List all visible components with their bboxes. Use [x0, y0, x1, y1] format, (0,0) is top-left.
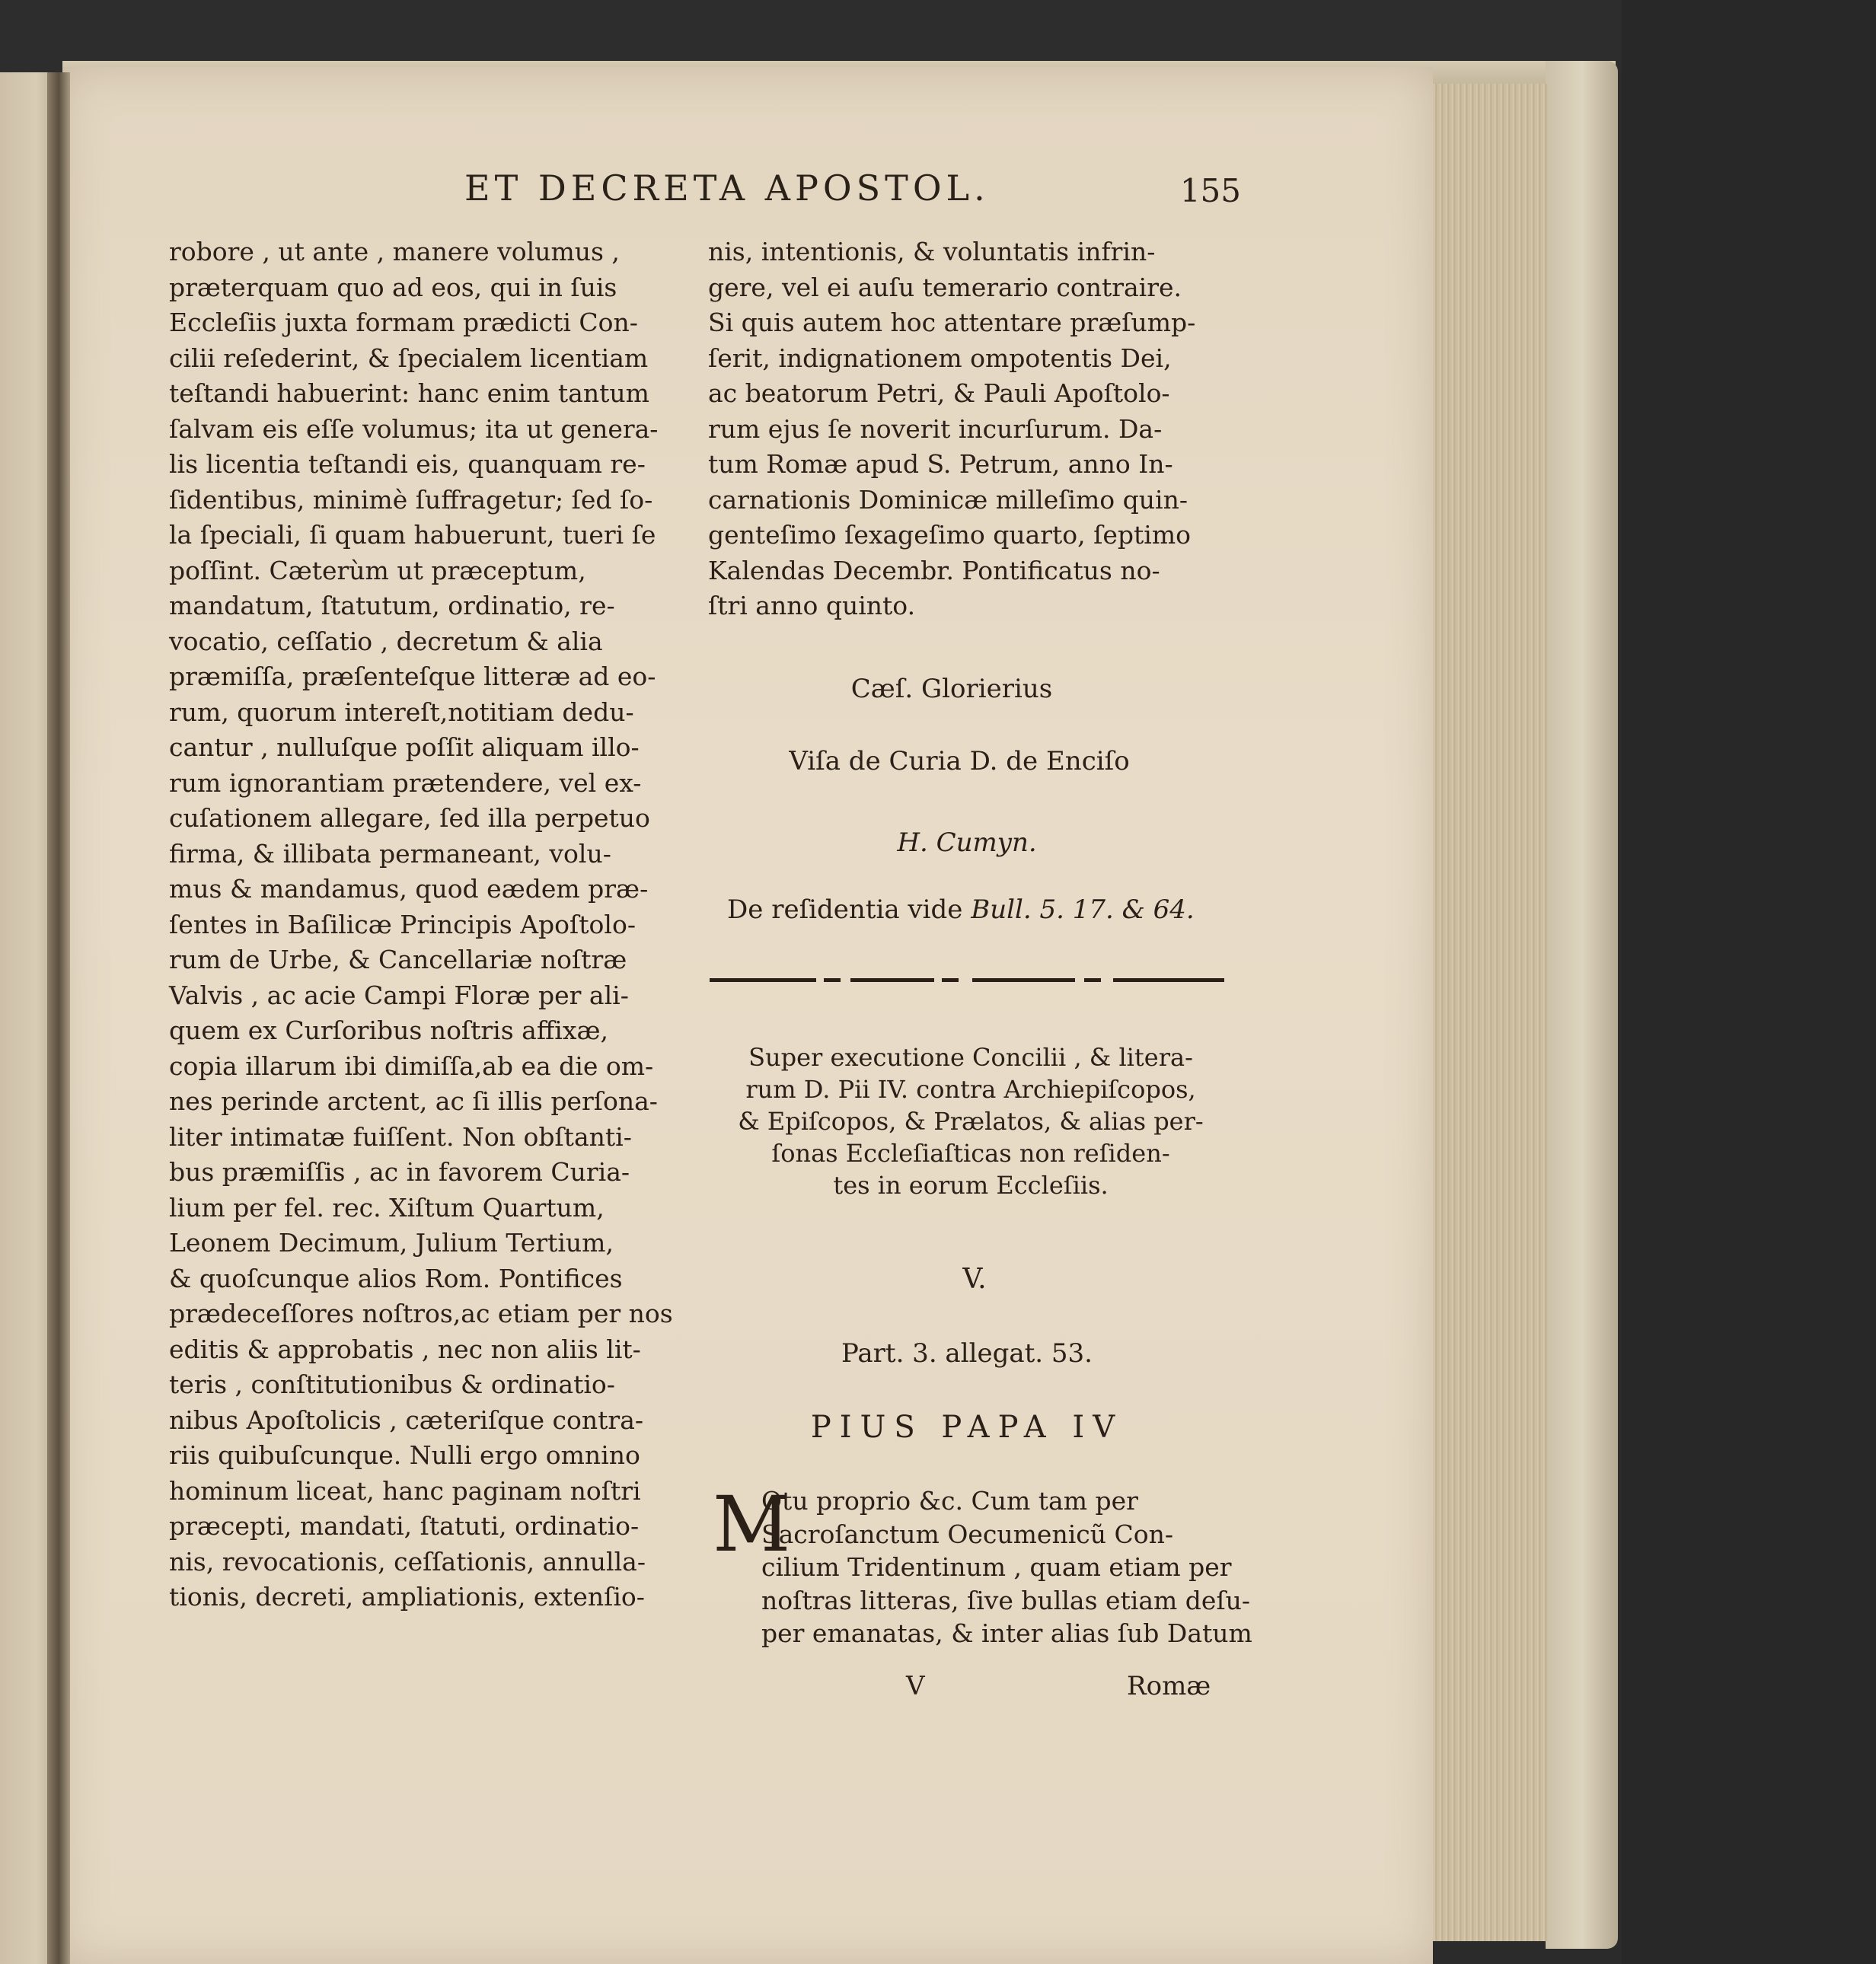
text-line: firma, & illibata permaneant, volu-	[169, 838, 611, 869]
text-line: carnationis Dominicæ milleſimo quin-	[708, 484, 1188, 515]
backdrop-right	[1622, 0, 1876, 1964]
text-line: Super executione Concilii , & litera-	[748, 1043, 1193, 1072]
text-line: cilii reſederint, & ſpecialem licentiam	[169, 343, 649, 373]
signature-1: Cæſ. Glorierius	[850, 674, 1053, 704]
decree-opening-text	[761, 1484, 1252, 1650]
left-text-column	[169, 234, 687, 1615]
signature-3: H. Cumyn.	[897, 827, 1037, 858]
text-line: ſidentibus, minimè ſuffragetur; ſed ſo-	[169, 484, 653, 515]
page-number: 155	[1179, 172, 1241, 209]
text-line: nis, intentionis, & voluntatis infrin-	[708, 237, 1156, 266]
text-line: rum D. Pii IV. contra Archiepiſcopos,	[745, 1075, 1196, 1104]
right-text-column-top	[708, 234, 1226, 624]
papal-heading: PIUS PAPA IV	[810, 1410, 1124, 1445]
text-line: editis & approbatis , nec non aliis lit-	[169, 1334, 641, 1364]
text-line: ſentes in Baſilicæ Principis Apoſtolo-	[169, 909, 636, 939]
text-line: ſerit, indignationem ompotentis Dei,	[708, 343, 1172, 373]
text-line: Kalendas Decembr. Pontificatus no-	[708, 555, 1160, 585]
text-line: ac beatorum Petri, & Pauli Apoſtolo-	[708, 378, 1170, 408]
text-line: mus & mandamus, quod eædem præ-	[169, 874, 649, 904]
text-line: ſtri anno quinto.	[708, 591, 916, 620]
cross-reference-text: De reſidentia vide	[727, 894, 972, 925]
text-line: & Epiſcopos, & Prælatos, & alias per-	[738, 1107, 1204, 1136]
text-line: noſtras litteras, ſive bullas etiam deſu-	[761, 1585, 1251, 1615]
text-line: Otu proprio &c. Cum tam per	[761, 1486, 1138, 1516]
book-cover-right	[1546, 61, 1618, 1949]
drop-capital: M	[713, 1480, 791, 1569]
text-line: Sacroſanctum Oecumenicũ Con-	[761, 1519, 1174, 1549]
text-line: lium per fel. rec. Xiſtum Quartum,	[169, 1192, 605, 1223]
text-line: nis, revocationis, ceſſationis, annulla-	[169, 1546, 646, 1577]
text-line: & quoſcunque alios Rom. Pontifices	[169, 1263, 623, 1293]
text-line: genteſimo ſexageſimo quarto, ſeptimo	[708, 520, 1191, 550]
text-line: nibus Apoſtolicis , cæteriſque contra-	[169, 1404, 644, 1435]
text-line: Eccleſiis juxta formam prædicti Con-	[169, 308, 638, 337]
section-title	[712, 1041, 1230, 1201]
text-line: hominum liceat, hanc paginam noſtri	[169, 1475, 641, 1506]
text-line: præcepti, mandati, ſtatuti, ordinatio-	[169, 1511, 640, 1541]
text-line: gere, vel ei auſu temerario contraire.	[708, 272, 1182, 302]
text-line: rum ejus ſe noverit incurſurum. Da-	[708, 413, 1163, 444]
text-line: prædeceſſores noſtros,ac etiam per nos	[169, 1299, 673, 1328]
running-head: ET DECRETA APOSTOL.	[464, 167, 990, 209]
text-line: tum Romæ apud S. Petrum, anno In-	[708, 449, 1173, 479]
allegation-reference: Part. 3. allegat. 53.	[841, 1338, 1093, 1369]
page-block-edges	[1424, 84, 1548, 1941]
text-line: mandatum, ſtatutum, ordinatio, re-	[169, 591, 615, 620]
text-line: quem ex Curſoribus noſtris affixæ,	[169, 1015, 608, 1045]
cross-reference	[727, 894, 1195, 925]
text-line: tionis, decreti, ampliationis, extenſio-	[169, 1582, 645, 1612]
cross-reference-citation: Bull. 5. 17. & 64.	[971, 894, 1195, 925]
text-line: Si quis autem hoc attentare præſump-	[708, 308, 1196, 337]
text-line: præmiſſa, præſenteſque litteræ ad eo-	[169, 662, 656, 691]
book-gutter	[47, 72, 70, 1964]
text-line: liter intimatæ fuiſſent. Non obſtanti-	[169, 1121, 632, 1152]
text-line: nes perinde arctent, ac ſi illis perſona-	[169, 1086, 658, 1116]
text-line: poſſint. Cæterùm ut præceptum,	[169, 555, 586, 585]
text-line: cuſationem allegare, ſed illa perpetuo	[169, 803, 650, 833]
text-line: bus præmiſſis , ac in favorem Curia-	[169, 1157, 630, 1187]
text-line: Valvis , ac acie Campi Floræ per ali-	[169, 980, 629, 1010]
text-line: lis licentia teſtandi eis, quanquam re-	[169, 449, 646, 479]
section-number: V.	[962, 1264, 987, 1295]
text-line: teris , conſtitutionibus & ordinatio-	[169, 1369, 615, 1399]
text-line: la ſpeciali, ſi quam habuerunt, tueri ſe	[169, 520, 656, 550]
text-line: cilium Tridentinum , quam etiam per	[761, 1552, 1232, 1582]
text-line: teſtandi habuerint: hanc enim tantum	[169, 378, 649, 408]
text-line: rum ignorantiam prætendere, vel ex-	[169, 767, 642, 798]
page-header	[457, 167, 1241, 221]
text-line: ſonas Eccleſiaſticas non reſiden-	[771, 1139, 1170, 1168]
signature-2: Viſa de Curia D. de Enciſo	[789, 746, 1130, 776]
text-line: per emanatas, & inter alias ſub Datum	[761, 1618, 1252, 1648]
text-line: ſalvam eis eſſe volumus; ita ut genera-	[169, 413, 659, 444]
text-line: rum de Urbe, & Cancellariæ noſtræ	[169, 945, 627, 974]
text-line: tes in eorum Eccleſiis.	[833, 1171, 1109, 1200]
text-line: vocatio, ceſſatio , decretum & alia	[169, 626, 603, 656]
text-line: riis quibuſcunque. Nulli ergo omnino	[169, 1440, 640, 1470]
text-line: cantur , nulluſque poſſit aliquam illo-	[169, 732, 640, 762]
text-line: robore , ut ante , manere volumus ,	[169, 237, 620, 266]
catchword: Romæ	[1127, 1671, 1211, 1701]
text-line: copia illarum ibi dimiſſa,ab ea die om-	[169, 1051, 654, 1081]
section-divider-rule	[710, 978, 1224, 986]
text-line: rum, quorum intereſt,notitiam dedu-	[169, 697, 634, 727]
text-line: Leonem Decimum, Julium Tertium,	[169, 1228, 614, 1258]
text-line: præterquam quo ad eos, qui in ſuis	[169, 272, 617, 302]
signature-mark: V	[906, 1671, 925, 1701]
